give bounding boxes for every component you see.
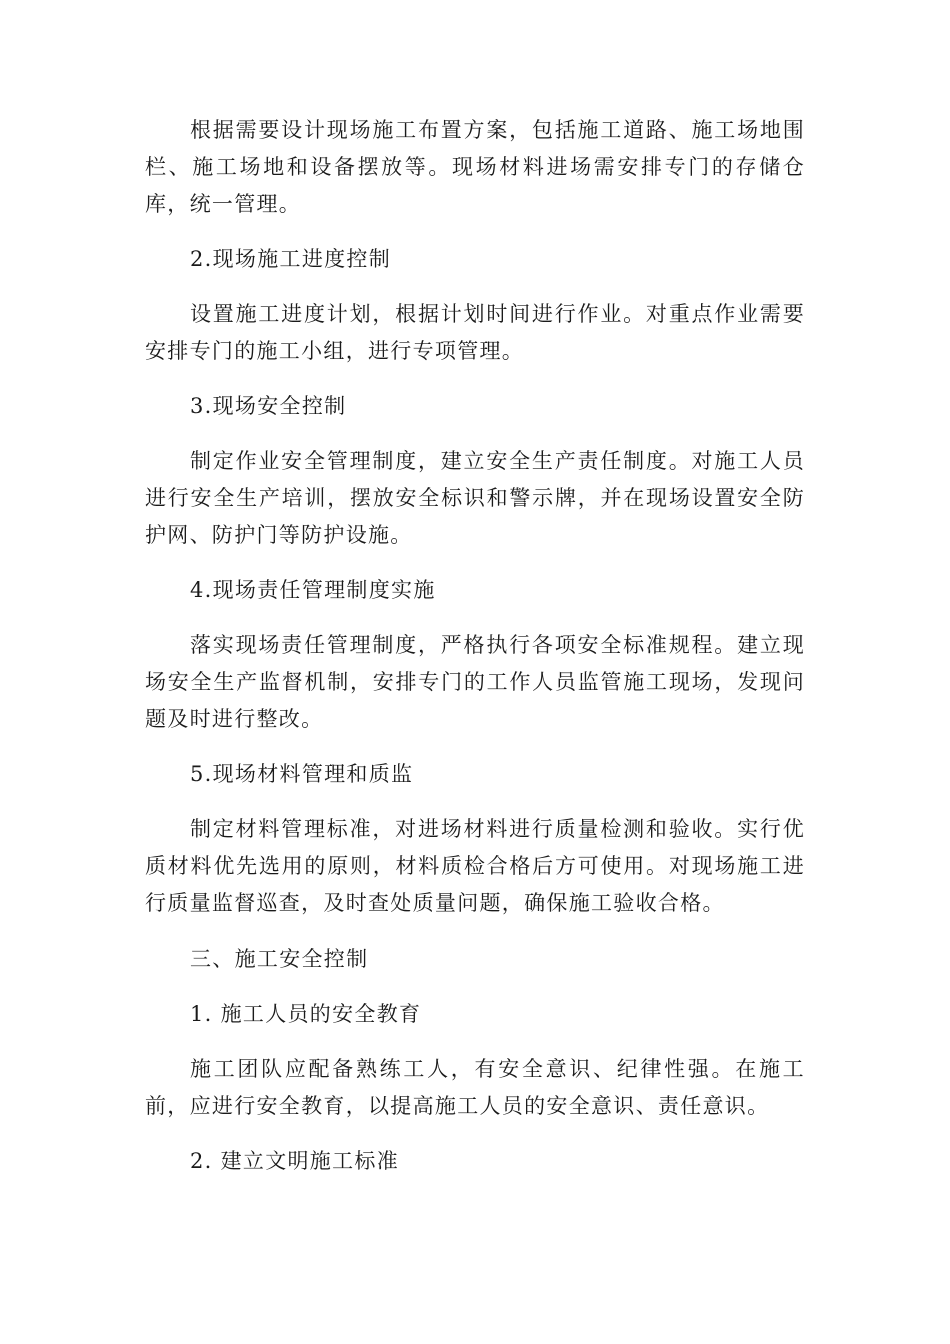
paragraph-responsibility-management: 落实现场责任管理制度，严格执行各项安全标准规程。建立现场安全生产监督机制，安排专门的工作人员监管施工现场，发现问题及时进行整改。 — [145, 633, 805, 731]
paragraph-safety-education: 施工团队应配备熟练工人，有安全意识、纪律性强。在施工前，应进行安全教育，以提高施工人员的安全意识、责任意识。 — [145, 1057, 805, 1118]
heading-progress-control: 2.现场施工进度控制 — [190, 247, 392, 271]
paragraph-site-layout: 根据需要设计现场施工布置方案，包括施工道路、施工场地围栏、施工场地和设备摆放等。现场材料进场需安排专门的存储仓库，统一管理。 — [145, 118, 805, 216]
heading-civilized-construction: 2. 建立文明施工标准 — [190, 1149, 400, 1173]
heading-construction-safety: 三、施工安全控制 — [190, 947, 369, 971]
heading-material-management: 5.现场材料管理和质监 — [190, 762, 414, 786]
heading-responsibility-management: 4.现场责任管理制度实施 — [190, 578, 436, 602]
heading-safety-control: 3.现场安全控制 — [190, 394, 347, 418]
paragraph-progress-control: 设置施工进度计划，根据计划时间进行作业。对重点作业需要安排专门的施工小组，进行专项管理。 — [145, 302, 805, 363]
paragraph-material-management: 制定材料管理标准，对进场材料进行质量检测和验收。实行优质材料优先选用的原则，材料质检合格后方可使用。对现场施工进行质量监督巡查，及时查处质量问题，确保施工验收合格。 — [145, 817, 805, 915]
paragraph-safety-control: 制定作业安全管理制度，建立安全生产责任制度。对施工人员进行安全生产培训，摆放安全标识和警示牌，并在现场设置安全防护网、防护门等防护设施。 — [145, 449, 805, 547]
heading-safety-education: 1. 施工人员的安全教育 — [190, 1002, 422, 1026]
